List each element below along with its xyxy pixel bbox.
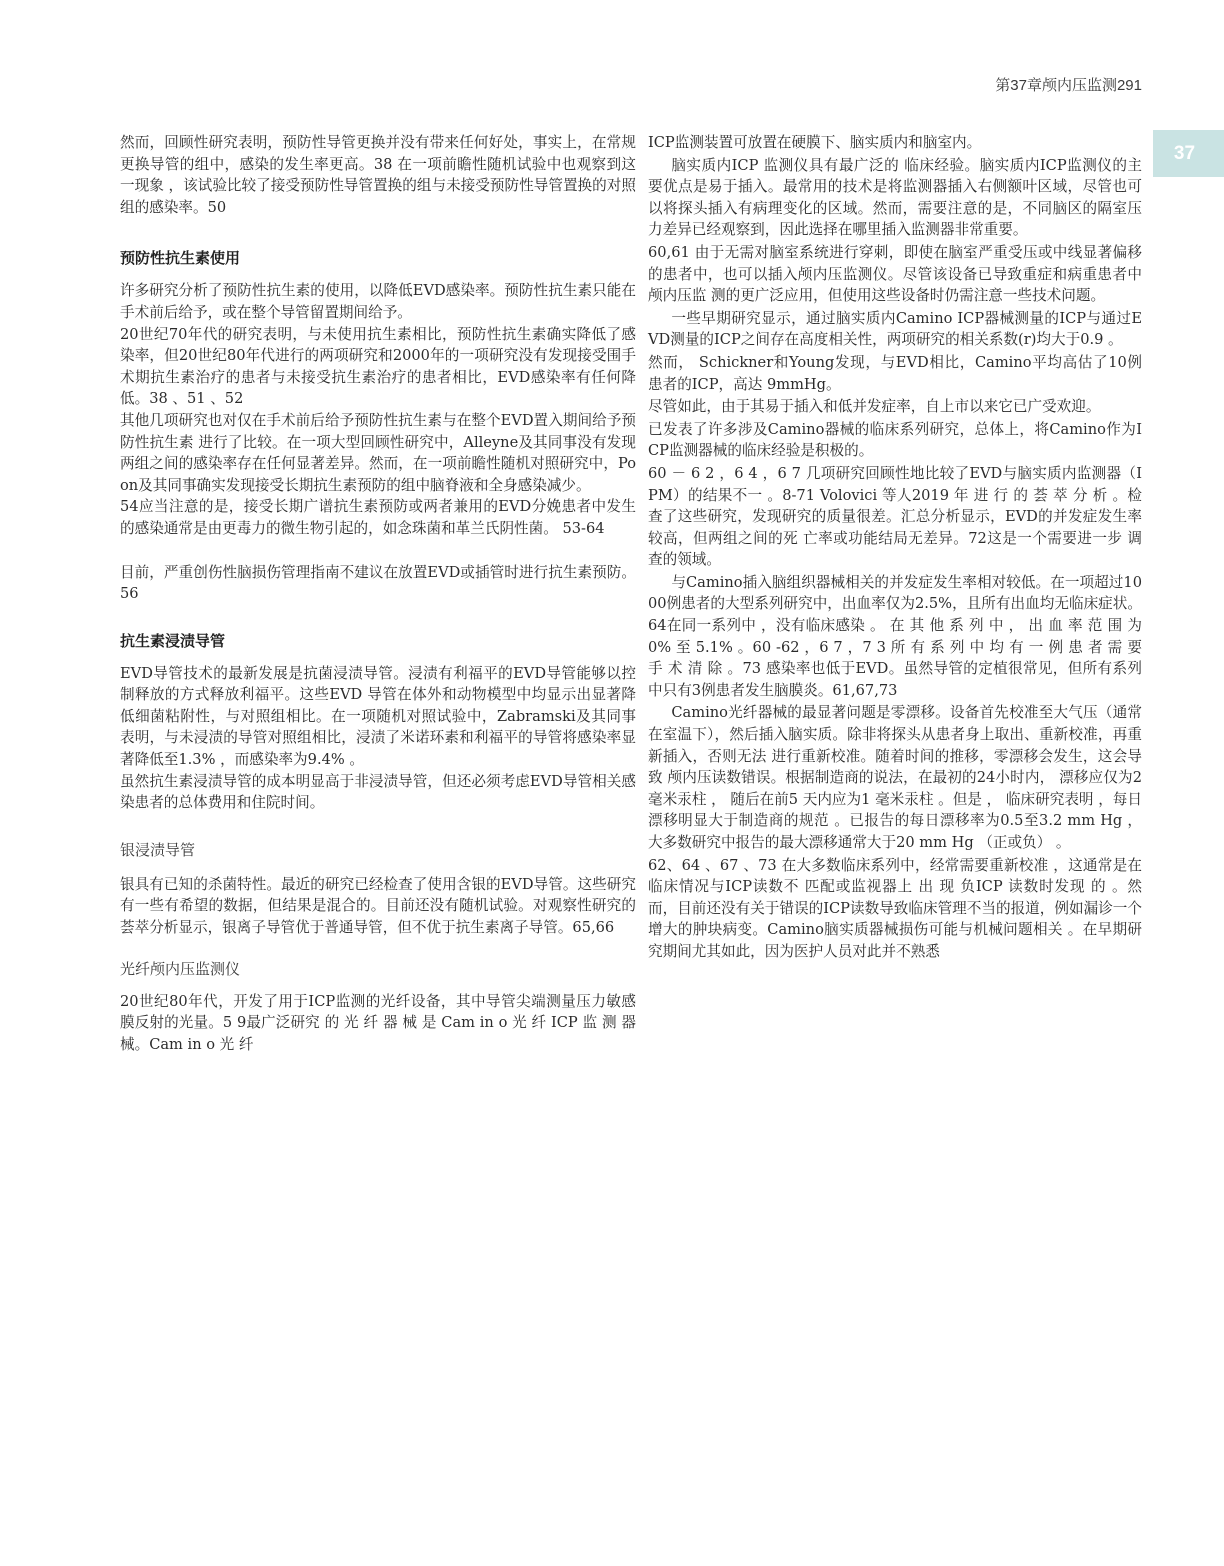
section-heading-prophylactic-antibiotics: 预防性抗生素使用 bbox=[120, 250, 241, 268]
paragraph: 20世纪80年代，开发了用于ICP监测的光纤设备，其中导管尖端测量压力敏感膜反射的光量。5 9最广泛研究 的 光 纤 器 械 是 Cam in o 光 纤 ICP 监 测 器 械。Cam in o 光 纤 bbox=[120, 992, 636, 1053]
left-column bbox=[120, 132, 636, 1055]
paragraph: 目前，严重创伤性脑损伤管理指南不建议在放置EVD或插管时进行抗生素预防。56 bbox=[120, 563, 636, 603]
paragraph: 虽然抗生素浸渍导管的成本明显高于非浸渍导管，但还必须考虑EVD导管相关感染患者的总体费用和住院时间。 bbox=[120, 772, 636, 812]
paragraph: 尽管如此，由于其易于插入和低并发症率，自上市以来它已广受欢迎。 bbox=[648, 398, 1101, 416]
paragraph: 银具有已知的杀菌特性。最近的研究已经检查了使用含银的EVD导管。这些研究有一些有希望的数据，但结果是混合的。目前还没有随机试验。对观察性研究的 荟萃分析显示，银离子导管优于普通导管，但不优于抗生素离子导管。65,66 bbox=[120, 875, 636, 937]
paragraph: 其他几项研究也对仅在手术前后给予预防性抗生素与在整个EVD置入期间给予预防性抗生素 进行了比较。在一项大型回顾性研究中，Alleyne及其同事没有发现两组之间的感染率存在任何显著差异。然而，在一项前瞻性随机对照研究中，Poon及其同事确实发现接受长期抗生素预防的组中脑脊液和全身感染减少。 bbox=[120, 411, 636, 494]
right-column bbox=[648, 132, 1142, 964]
paragraph: 20世纪70年代的研究表明，与未使用抗生素相比，预防性抗生素确实降低了感染率，但20世纪80年代进行的两项研究和2000年的一项研究没有发现接受围手术期抗生素治疗的患者与未接受抗生素治疗的患者相比，EVD感染率有任何降低。38 、51 、52 bbox=[120, 325, 636, 408]
section-heading-fiberoptic-monitor: 光纤颅内压监测仪 bbox=[120, 960, 241, 978]
paragraph: 62、64 、67 、73 在大多数临床系列中，经常需要重新校准 ，这通常是在临床情况与ICP读数不 匹配或监视器上 出 现 负ICP 读数时发现 的 。然而，目前还没有关于错误的ICP读数导致临床管理不当的报道，例如漏诊一个增大的肿块病变。Camino脑实质器械损伤可能与机械问题相关 。在早期研究期间尤其如此，因为医护人员对此并不熟悉 bbox=[648, 856, 1142, 960]
paragraph: 然而，回顾性研究表明，预防性导管更换并没有带来任何好处，事实上，在常规更换导管的组中，感染的发生率更高。38 在一项前瞻性随机试验中也观察到这一现象 ，该试验比较了接受预防性导管置换的组与未接受预防性导管置换的对照组的感染率。50 bbox=[120, 134, 636, 216]
paragraph: 54应当注意的是，接受长期广谱抗生素预防或两者兼用的EVD分娩患者中发生的感染通常是由更毒力的微生物引起的，如念珠菌和革兰氏阴性菌。 53-64 bbox=[120, 498, 636, 537]
paragraph: 脑实质内ICP 监测仪具有最广泛的 临床经验。脑实质内ICP监测仪的主要优点是易于插入。最常用的技术是将监测器插入右侧额叶区域，尽管也可以将探头插入有病理变化的区域。然而，需要注意的是，不同脑区的隔室压力差异已经观察到，因此选择在哪里插入监测器非常重要。 bbox=[648, 156, 1142, 239]
paragraph: 然而， Schickner和Young发现，与EVD相比，Camino平均高估了10例患者的ICP，高达 9mmHg。 bbox=[648, 353, 1142, 393]
paragraph: Camino光纤器械的最显著问题是零漂移。设备首先校准至大气压（通常在室温下），然后插入脑实质。除非将探头从患者身上取出、重新校准，再重新插入，否则无法 进行重新校准。随着时间的推移，零漂移会发生，这会导致 颅内压读数错误。根据制造商的说法，在最初的24小时内， 漂移应仅为2 毫米汞柱 ， 随后在前5 天内应为1 毫米汞柱 。但是 ， 临床研究表明 ，每日漂移明显大于制造商的规范 。已报告的每日漂移率为0.5至3.2 mm Hg ，大多数研究中报告的最大漂移通常大于20 mm Hg （正或负） 。 bbox=[648, 704, 1142, 851]
paragraph: 与Camino插入脑组织器械相关的并发症发生率相对较低。在一项超过1000例患者的大型系列研究中，出血率仅为2.5%，且所有出血均无临床症状。64在同一系列中 ，没有临床感染 。 在 其 他 系 列 中 ， 出 血 率 范 围 为 0% 至 5.1% 。60 -62 ，6 7 ，7 3 所 有 系 列 中 均 有 一 例 患 者 需 要 手 术 清 除 。73 感染率也低于EVD。虽然导管的定植很常见，但所有系列中只有3例患者发生脑膜炎。61,67,73 bbox=[648, 573, 1142, 699]
section-heading-silver-catheters: 银浸渍导管 bbox=[120, 841, 196, 859]
paragraph: 已发表了许多涉及Camino器械的临床系列研究，总体上，将Camino作为ICP监测器械的临床经验是积极的。 bbox=[648, 420, 1142, 460]
paragraph: EVD导管技术的最新发展是抗菌浸渍导管。浸渍有利福平的EVD导管能够以控制释放的方式释放利福平。这些EVD 导管在体外和动物模型中均显示出显著降低细菌粘附性，与对照组相比。在一项随机对照试验中，Zabramski及其同事表明，与未浸渍的导管对照组相比，浸渍了米诺环素和利福平的导管将感染率显著降低至1.3% ，而感染率为9.4% 。 bbox=[120, 664, 636, 769]
paragraph: 一些早期研究显示，通过脑实质内Camino ICP器械测量的ICP与通过EVD测量的ICP之间存在高度相关性，两项研究的相关系数(r)均大于0.9 。 bbox=[648, 309, 1142, 349]
paragraph: 60 － 6 2 ，6 4 ，6 7 几项研究回顾性地比较了EVD与脑实质内监测器（IPM）的结果不一 。8-71 Volovici 等人2019 年 进 行 的 荟 萃 分 析 。检查了这些研究，发现研究的质量很差。汇总分析显示，EVD的并发症发生率较高，但两组之间的死 亡率或功能结局无差异。72这是一个需要进一步 调查的领域。 bbox=[648, 464, 1142, 569]
paragraph: 60,61 由于无需对脑室系统进行穿刺，即使在脑室严重受压或中线显著偏移的患者中，也可以插入颅内压监测仪。尽管该设备已导致重症和病重患者中颅内压监 测的更广泛应用，但使用这些设备时仍需注意一些技术问题。 bbox=[648, 243, 1142, 305]
running-header: 第37章颅内压监测291 bbox=[995, 77, 1142, 94]
chapter-tab: 37 bbox=[1153, 130, 1224, 177]
paragraph: 许多研究分析了预防性抗生素的使用，以降低EVD感染率。预防性抗生素只能在手术前后给予，或在整个导管留置期间给予。 bbox=[120, 282, 636, 321]
paragraph: ICP监测装置可放置在硬膜下、脑实质内和脑室内。 bbox=[648, 134, 982, 151]
section-heading-antibiotic-impregnated-catheters: 抗生素浸渍导管 bbox=[120, 632, 226, 650]
